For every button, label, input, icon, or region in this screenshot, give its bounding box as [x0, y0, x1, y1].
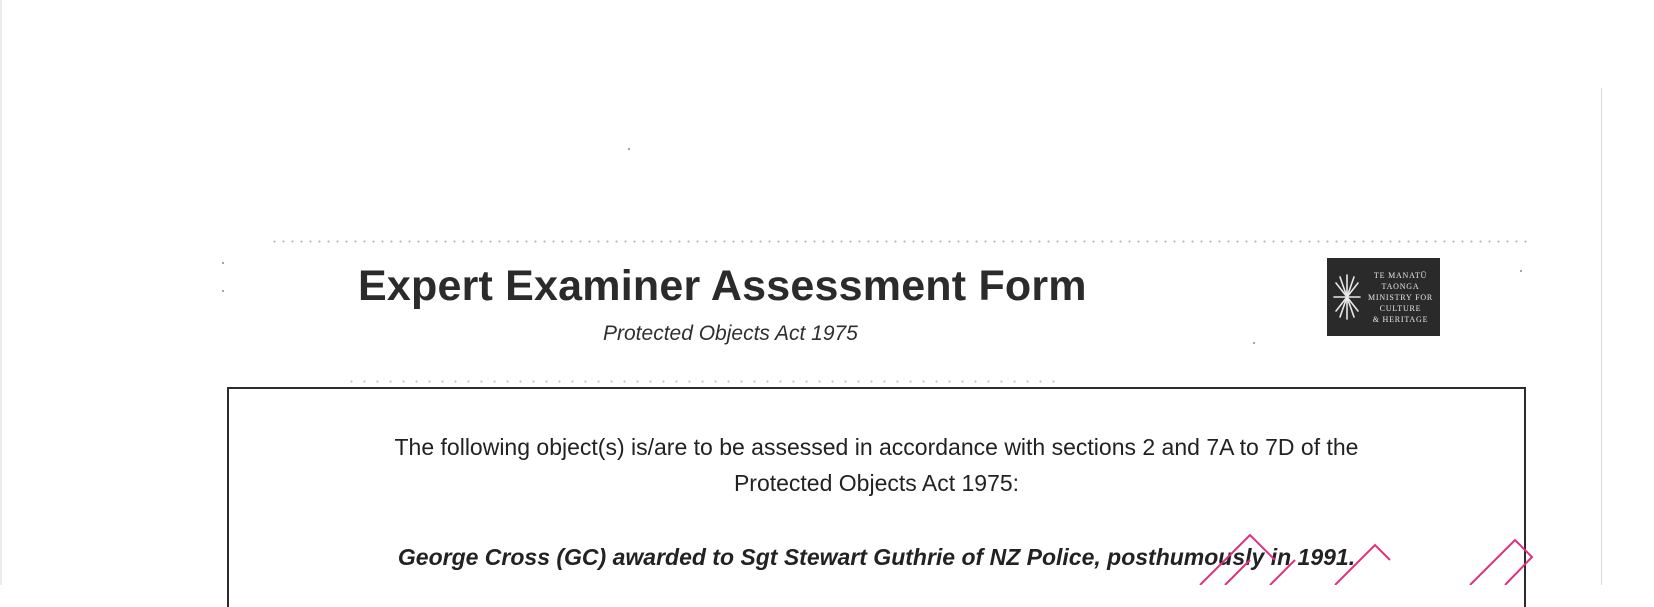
form-title: Expert Examiner Assessment Form — [358, 262, 1087, 310]
object-description: George Cross (GC) awarded to Sgt Stewart Guthrie of NZ Police, posthumously in 1991. — [397, 544, 1356, 570]
scan-right-edge — [1601, 88, 1602, 585]
logo-line: & HERITAGE — [1372, 314, 1429, 324]
logo-wordmark — [1367, 270, 1440, 325]
scan-speck — [628, 148, 630, 150]
logo-line: MINISTRY FOR — [1367, 292, 1434, 302]
scan-speck — [1253, 342, 1255, 344]
scan-speck — [222, 290, 224, 292]
scan-noise-row — [345, 380, 1065, 383]
logo-line: TE MANATŪ — [1373, 270, 1428, 280]
scan-speck — [1520, 270, 1522, 272]
intro-line-2: Protected Objects Act 1975: — [733, 470, 1020, 496]
intro-line-1: The following object(s) is/are to be assessed in accordance with sections 2 and 7A to 7D of the — [394, 434, 1359, 460]
scan-left-edge — [0, 0, 2, 585]
logo-line: TAONGA — [1381, 281, 1420, 291]
star-burst-icon — [1327, 258, 1367, 336]
ministry-logo — [1327, 258, 1440, 336]
red-stamp-mark — [1170, 500, 1570, 585]
logo-line: CULTURE — [1379, 303, 1422, 313]
form-subtitle: Protected Objects Act 1975 — [603, 322, 858, 345]
assessment-intro — [229, 429, 1524, 501]
scan-noise-row — [270, 240, 1530, 243]
scan-speck — [222, 262, 224, 264]
